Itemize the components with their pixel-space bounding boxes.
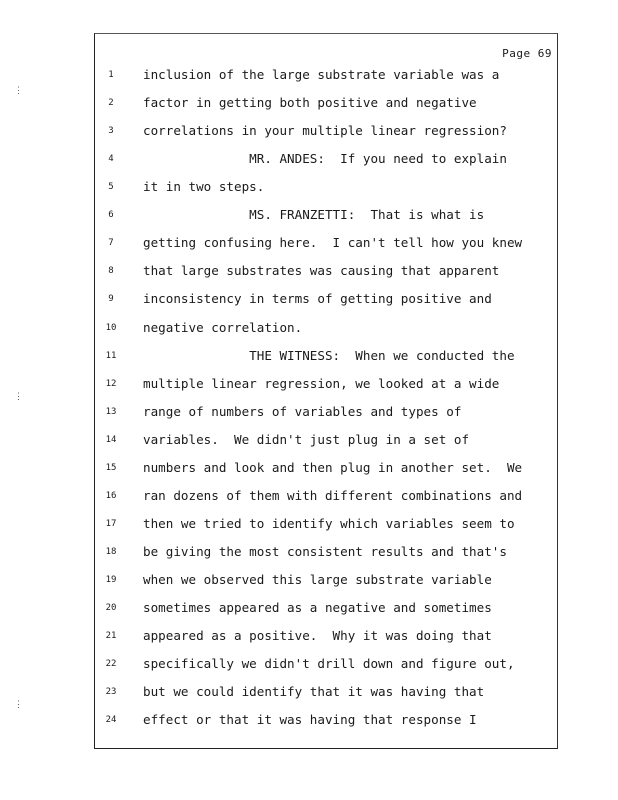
line-text: specifically we didn't drill down and figure out,: [143, 656, 515, 672]
line-text: effect or that it was having that response I: [143, 712, 477, 728]
transcript-line: [0, 320, 618, 338]
line-text: correlations in your multiple linear regression?: [143, 123, 507, 139]
line-text: then we tried to identify which variables seem to: [143, 515, 515, 531]
line-text: negative correlation.: [143, 319, 303, 335]
line-text: MR. ANDES: If you need to explain: [143, 151, 507, 167]
transcript-line: [0, 460, 618, 478]
transcript-line: [0, 348, 618, 366]
transcript-line: [0, 376, 618, 394]
line-number: 18: [105, 546, 117, 557]
line-text: getting confusing here. I can't tell how you knew: [143, 235, 523, 251]
line-text: it in two steps.: [143, 179, 265, 195]
line-text: inclusion of the large substrate variable was a: [143, 67, 500, 82]
line-text: range of numbers of variables and types of: [143, 403, 462, 419]
line-text: variables. We didn't just plug in a set of: [143, 431, 470, 447]
line-number: 14: [105, 434, 117, 445]
transcript-line: [0, 516, 618, 534]
line-text: factor in getting both positive and negative: [143, 95, 477, 110]
line-number: 9: [108, 294, 114, 305]
line-text: MS. FRANZETTI: That is what is: [143, 207, 485, 223]
line-number: 3: [108, 126, 114, 137]
transcript-line: [0, 151, 618, 169]
line-number: 6: [108, 210, 114, 221]
line-number: 23: [105, 687, 117, 698]
transcript-line: [0, 656, 618, 674]
transcript-line: [0, 179, 618, 197]
line-text: that large substrates was causing that apparent: [143, 263, 500, 279]
line-number: 22: [105, 659, 117, 670]
line-text: sometimes appeared as a negative and sometimes: [143, 600, 492, 615]
line-text: multiple linear regression, we looked at a wide: [143, 375, 500, 391]
line-number: 13: [105, 406, 117, 417]
line-text: but we could identify that it was having that: [143, 684, 485, 700]
line-number: 24: [105, 715, 117, 726]
line-text: inconsistency in terms of getting positive and: [143, 291, 492, 307]
line-text: ran dozens of them with different combinations and: [143, 487, 523, 503]
line-text: appeared as a positive. Why it was doing that: [143, 628, 492, 643]
line-number: 15: [105, 462, 117, 473]
page-number: Page 69: [502, 47, 552, 60]
line-number: 19: [105, 574, 117, 585]
transcript-line: [0, 544, 618, 562]
line-text: THE WITNESS: When we conducted the: [143, 347, 515, 363]
line-number: 17: [105, 518, 117, 529]
line-number: 7: [108, 238, 114, 249]
line-number: 12: [105, 378, 117, 389]
line-text: numbers and look and then plug in another set. We: [143, 459, 523, 475]
line-number: 20: [105, 603, 117, 613]
margin-mark: ⋮: [14, 392, 23, 402]
transcript-line: [0, 207, 618, 225]
transcript-line: [0, 123, 618, 141]
line-number: 21: [105, 631, 117, 641]
transcript-line: [0, 712, 618, 730]
transcript-line: [0, 291, 618, 309]
line-text: when we observed this large substrate variable: [143, 571, 492, 587]
line-number: 1: [108, 70, 114, 80]
margin-mark: ⋮: [14, 86, 23, 96]
transcript-line: [0, 488, 618, 506]
transcript-line: [0, 67, 618, 85]
transcript-line: [0, 404, 618, 422]
line-number: 16: [105, 490, 117, 501]
transcript-line: [0, 600, 618, 618]
transcript-line: [0, 432, 618, 450]
line-number: 5: [108, 182, 114, 193]
line-number: 8: [108, 266, 114, 277]
transcript-line: [0, 235, 618, 253]
transcript-line: [0, 684, 618, 702]
line-number: 10: [105, 322, 117, 333]
line-number: 2: [108, 98, 114, 108]
transcript-line: [0, 95, 618, 113]
transcript-line: [0, 572, 618, 590]
line-number: 4: [108, 154, 114, 165]
line-number: 11: [105, 350, 117, 361]
margin-mark: ⋮: [14, 700, 23, 710]
line-text: be giving the most consistent results and that's: [143, 543, 507, 559]
transcript-line: [0, 628, 618, 646]
transcript-line: [0, 263, 618, 281]
